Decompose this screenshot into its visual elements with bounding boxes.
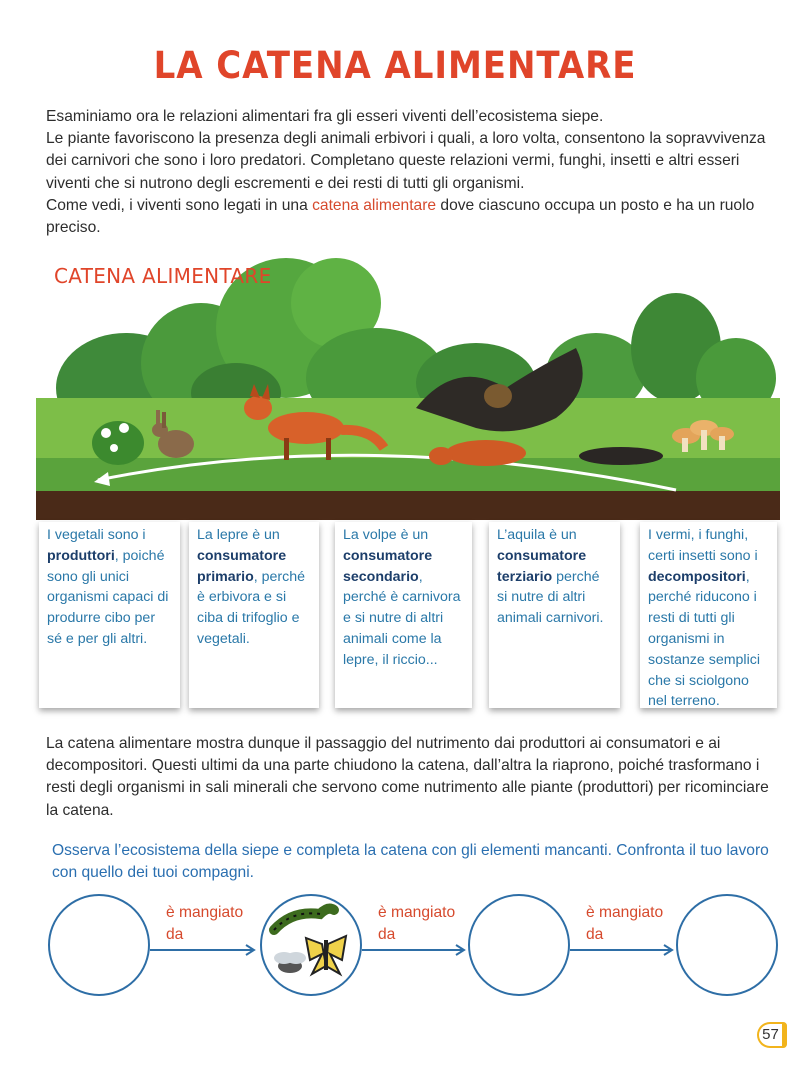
arrow-label-line1: è mangiato [586, 904, 664, 921]
card-text-start: La volpe è un [343, 527, 429, 543]
card-text-start: La lepre è un [197, 527, 280, 543]
card-text-start: I vegetali sono i [47, 527, 146, 543]
intro-line-3-end: dove ciascuno occupa un posto e ha un ruolo preciso. [46, 196, 755, 237]
chain-circle-insects[interactable] [260, 894, 362, 996]
card-text-start: L’aquila è un [497, 527, 577, 543]
intro-line-3 [46, 195, 766, 239]
card-text-end: , poiché sono gli unici organismi capaci di produrre cibo per sé e per gli altri. [47, 547, 169, 647]
scene-title: CATENA ALIMENTARE [54, 264, 272, 288]
arrow-right-icon [362, 944, 470, 956]
highlight-catena-alimentare: catena alimentare [312, 196, 437, 214]
arrow-label-3 [586, 902, 663, 946]
card-term: consumatore terziario [497, 547, 587, 585]
arrow-label-line2: da [166, 926, 184, 943]
card-text-start: I vermi, i funghi, certi insetti sono i [648, 527, 758, 564]
arrow-label-2 [378, 902, 455, 946]
arrow-label-line1: è mangiato [378, 904, 456, 921]
intro-line-2: Le piante favoriscono la presenza degli animali erbivori i quali, a loro volta, consentono la sopravvivenza dei carnivori che sono i loro predatori. Completano queste relazioni vermi, funghi, insetti e altri esseri viventi che si nutrono degli escrementi e dei resti di tutti gli organismi. [46, 130, 766, 192]
arrow-label-line2: da [586, 926, 604, 943]
card-tertiary-consumer [489, 522, 620, 708]
card-producers [39, 522, 180, 708]
chain-circle-empty-1[interactable] [48, 894, 150, 996]
card-term: produttori [47, 547, 115, 564]
card-text-end: , perché è erbivora e si ciba di trifoglio e vegetali. [197, 568, 306, 647]
card-text-end: , perché riducono i resti di tutti gli organismi in sostanze semplici che si sciolgono nel terreno. [648, 568, 760, 710]
arrow-right-icon [570, 944, 678, 956]
chain-circle-empty-4[interactable] [676, 894, 778, 996]
insects-icon [262, 896, 360, 994]
exercise-instruction: Osserva l’ecosistema della siepe e completa la catena con gli elementi mancanti. Confronta il tuo lavoro con quello dei tuoi compagni. [52, 842, 769, 881]
card-primary-consumer [189, 522, 319, 708]
arrow-right-icon [150, 944, 260, 956]
clover-plant [92, 421, 144, 465]
card-term: consumatore secondario [343, 547, 433, 585]
intro-line-3-start: Come vedi, i viventi sono legati in una [46, 196, 313, 214]
chain-circle-empty-3[interactable] [468, 894, 570, 996]
card-term: consumatore primario [197, 547, 287, 585]
card-text-end: perché si nutre di altri animali carnivori. [497, 568, 604, 627]
page-title: LA CATENA ALIMENTARE [153, 44, 637, 87]
intro-text [46, 106, 766, 239]
dead-bird [579, 447, 663, 465]
arrow-label-line1: è mangiato [166, 904, 244, 921]
intro-line-1: Esaminiamo ora le relazioni alimentari fra gli esseri viventi dell’ecosistema siepe. [46, 108, 604, 125]
card-secondary-consumer [335, 522, 472, 708]
card-decomposers [640, 522, 777, 708]
food-chain-scene [36, 258, 780, 520]
arrow-label-1 [166, 902, 243, 946]
page-number: 57 [757, 1022, 787, 1048]
arrow-label-line2: da [378, 926, 396, 943]
hedge-ecosystem-illustration [36, 258, 780, 520]
card-term: decompositori [648, 568, 746, 585]
soil [36, 491, 780, 520]
card-text-end: , perché è carnivora e si nutre di altri animali come la lepre, il riccio... [343, 568, 461, 668]
food-chain-exercise [40, 890, 790, 1010]
summary-text: La catena alimentare mostra dunque il passaggio del nutrimento dai produttori ai consumatori e ai decompositori. Questi ultimi da una parte chiudono la catena, dall’altra la riaprono, poiché trasformano i resti degli organismi in sali minerali che servono come nutrimento alle piante (produttori) per ricominciare la catena. [46, 735, 769, 819]
